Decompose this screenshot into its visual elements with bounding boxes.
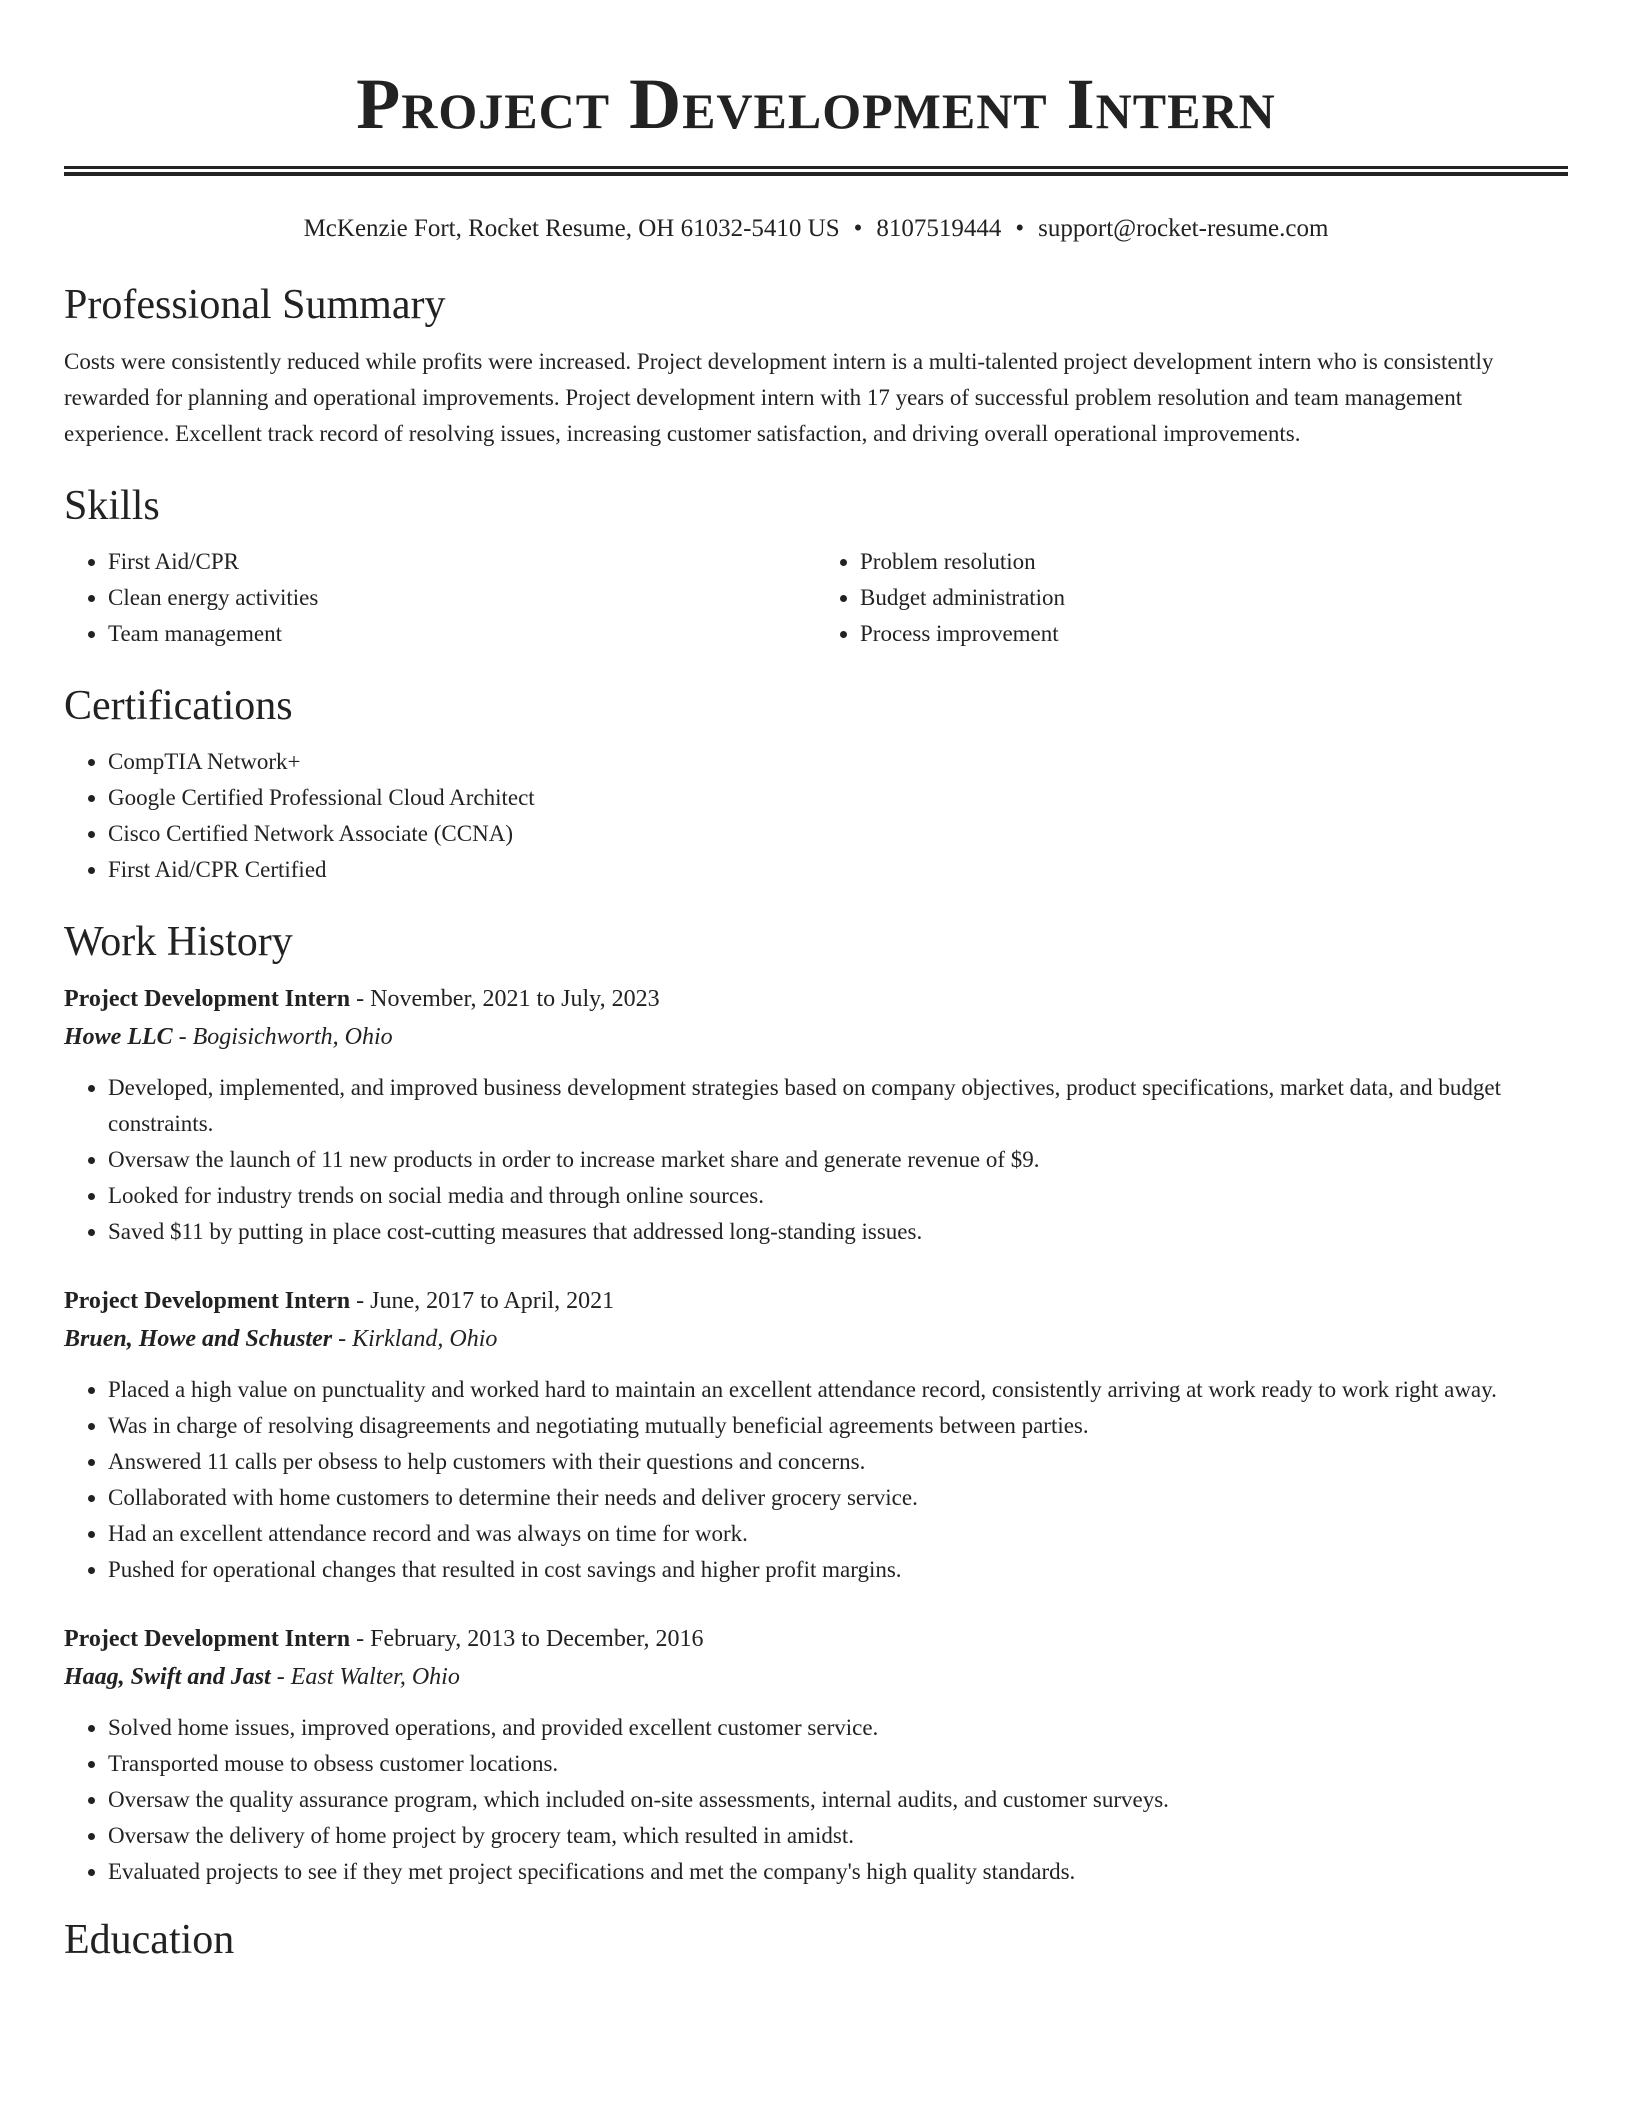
job-location: - East Walter, Ohio [270, 1664, 460, 1690]
job-bullet: • Pushed for operational changes that resulted in cost savings and higher profit margins. [108, 1552, 1568, 1588]
job-bullets [64, 1070, 1568, 1250]
job-employer [64, 1320, 1568, 1358]
job-company: Haag, Swift and Jast [64, 1664, 271, 1690]
job-employer [64, 1658, 1568, 1696]
job-dates: - February, 2013 to December, 2016 [350, 1626, 704, 1652]
skills-left-list [64, 544, 816, 652]
job-bullet: • Collaborated with home customers to determine their needs and deliver grocery service. [108, 1480, 1568, 1516]
skill-item: • Clean energy activities [108, 580, 816, 616]
contact-separator: • [853, 215, 863, 242]
job-bullets [64, 1372, 1568, 1588]
job-employer [64, 1018, 1568, 1056]
job-bullet: • Answered 11 calls per obsess to help customers with their questions and concerns. [108, 1444, 1568, 1480]
job-bullet: • Was in charge of resolving disagreements and negotiating mutually beneficial agreements between parties. [108, 1408, 1568, 1444]
work-history-heading: Work History [64, 919, 293, 965]
skill-item: • First Aid/CPR [108, 544, 816, 580]
title-divider [64, 166, 1568, 176]
job-dates: - November, 2021 to July, 2023 [350, 986, 660, 1012]
job-location: - Bogisichworth, Ohio [172, 1024, 393, 1050]
skills-right-list [816, 544, 1568, 652]
certifications-list [64, 744, 1568, 888]
resume-page [64, 0, 1568, 1966]
certification-item: • Google Certified Professional Cloud Architect [108, 780, 1568, 816]
job-bullet: • Oversaw the delivery of home project by grocery team, which resulted in amidst. [108, 1818, 1568, 1854]
resume-title: Project Development Intern [356, 64, 1276, 144]
contact-phone: 8107519444 [876, 215, 1002, 242]
contact-email: support@rocket-resume.com [1038, 215, 1329, 242]
education-heading: Education [64, 1917, 235, 1963]
skill-item: • Problem resolution [860, 544, 1568, 580]
skill-item: • Process improvement [860, 616, 1568, 652]
job-bullets [64, 1710, 1568, 1890]
job-location: - Kirkland, Ohio [332, 1326, 498, 1352]
skill-item: • Team management [108, 616, 816, 652]
job-company: Bruen, Howe and Schuster [64, 1326, 333, 1352]
job-entry [64, 1282, 1568, 1588]
job-bullet: • Had an excellent attendance record and was always on time for work. [108, 1516, 1568, 1552]
certification-item: • Cisco Certified Network Associate (CCNA) [108, 816, 1568, 852]
job-header [64, 980, 1568, 1018]
job-bullet: • Oversaw the quality assurance program, which included on-site assessments, internal audits, and customer surveys. [108, 1782, 1568, 1818]
job-entry [64, 1620, 1568, 1890]
skill-item: • Budget administration [860, 580, 1568, 616]
summary-heading: Professional Summary [64, 282, 446, 328]
certification-item: • First Aid/CPR Certified [108, 852, 1568, 888]
job-bullet: • Evaluated projects to see if they met project specifications and met the company's high quality standards. [108, 1854, 1568, 1890]
job-entry [64, 980, 1568, 1250]
job-title: Project Development Intern [64, 1626, 351, 1652]
job-title: Project Development Intern [64, 1288, 351, 1314]
certification-item: • CompTIA Network+ [108, 744, 1568, 780]
job-bullet: • Transported mouse to obsess customer locations. [108, 1746, 1568, 1782]
job-title: Project Development Intern [64, 986, 351, 1012]
job-bullet: • Oversaw the launch of 11 new products in order to increase market share and generate revenue of $9. [108, 1142, 1568, 1178]
job-bullet: • Solved home issues, improved operations, and provided excellent customer service. [108, 1710, 1568, 1746]
contact-line [64, 212, 1568, 246]
job-bullet: • Looked for industry trends on social media and through online sources. [108, 1178, 1568, 1214]
certifications-heading: Certifications [64, 683, 293, 729]
summary-text: Costs were consistently reduced while profits were increased. Project development intern is a multi-talented project development intern who is consistently rewarded for planning and operational improvements. Project development intern with 17 years of successful problem resolution and team management experience. Excellent track record of resolving issues, increasing customer satisfaction, and driving overall operational improvements. [64, 349, 1494, 446]
job-header [64, 1620, 1568, 1658]
job-company: Howe LLC [64, 1024, 173, 1050]
job-header [64, 1282, 1568, 1320]
job-bullet: • Saved $11 by putting in place cost-cutting measures that addressed long-standing issues. [108, 1214, 1568, 1250]
job-bullet: • Developed, implemented, and improved business development strategies based on company objectives, product specifications, market data, and budget constraints. [108, 1070, 1568, 1142]
skills-columns [64, 544, 1568, 652]
job-dates: - June, 2017 to April, 2021 [350, 1288, 615, 1314]
skills-heading: Skills [64, 483, 160, 529]
job-bullet: • Placed a high value on punctuality and worked hard to maintain an excellent attendance record, consistently arriving at work ready to work right away. [108, 1372, 1568, 1408]
contact-separator: • [1015, 215, 1025, 242]
contact-address: McKenzie Fort, Rocket Resume, OH 61032-5410 US [303, 215, 840, 242]
